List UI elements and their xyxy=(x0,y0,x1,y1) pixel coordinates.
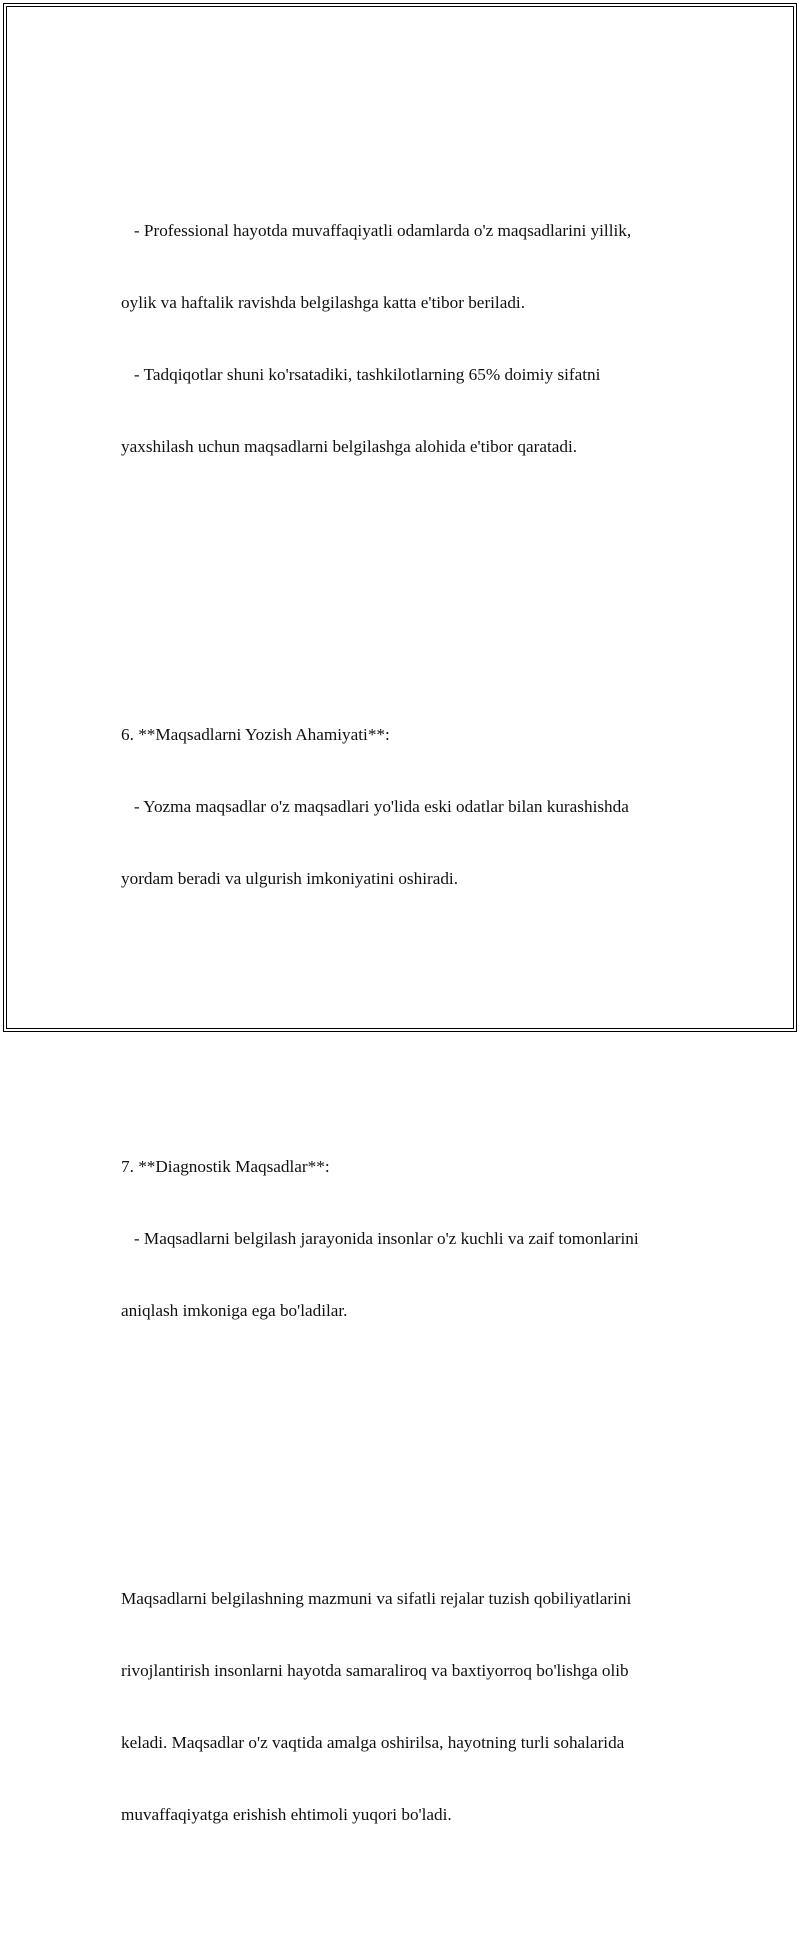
intro-bullets xyxy=(121,171,691,507)
text-line: rivojlantirish insonlarni hayotda samaraliroq va baxtiyorroq bo'lishga olib xyxy=(121,1661,629,1680)
text-line: muvaffaqiyatga erishish ehtimoli yuqori bo'ladi. xyxy=(121,1805,452,1824)
conclusion-paragraph xyxy=(121,1539,691,1875)
text-line: - Yozma maqsadlar o'z maqsadlari yo'lida eski odatlar bilan kurashishda xyxy=(121,797,629,816)
document-body xyxy=(121,99,691,1947)
section-heading: 7. **Diagnostik Maqsadlar**: xyxy=(121,1157,330,1176)
document-page xyxy=(3,3,797,1824)
text-line: - Professional hayotda muvaffaqiyatli odamlarda o'z maqsadlarini yillik, xyxy=(121,221,632,240)
paragraph-gap xyxy=(121,579,691,603)
text-line: oylik va haftalik ravishda belgilashga katta e'tibor beriladi. xyxy=(121,293,526,312)
text-line: Maqsadlarni belgilashning mazmuni va sifatli rejalar tuzish qobiliyatlarini xyxy=(121,1589,632,1608)
paragraph-gap xyxy=(121,1011,691,1035)
text-line: - Tadqiqotlar shuni ko'rsatadiki, tashkilotlarning 65% doimiy sifatni xyxy=(121,365,601,384)
text-line: - Maqsadlarni belgilash jarayonida insonlar o'z kuchli va zaif tomonlarini xyxy=(121,1229,639,1248)
paragraph-gap xyxy=(121,1443,691,1467)
text-line: keladi. Maqsadlar o'z vaqtida amalga oshirilsa, hayotning turli sohalarida xyxy=(121,1733,625,1752)
section-6 xyxy=(121,675,691,939)
text-line: yaxshilash uchun maqsadlarni belgilashga alohida e'tibor qaratadi. xyxy=(121,437,578,456)
text-line: aniqlash imkoniga ega bo'ladilar. xyxy=(121,1301,348,1320)
text-line: yordam beradi va ulgurish imkoniyatini oshiradi. xyxy=(121,869,459,888)
section-7 xyxy=(121,1107,691,1371)
section-heading: 6. **Maqsadlarni Yozish Ahamiyati**: xyxy=(121,725,390,744)
